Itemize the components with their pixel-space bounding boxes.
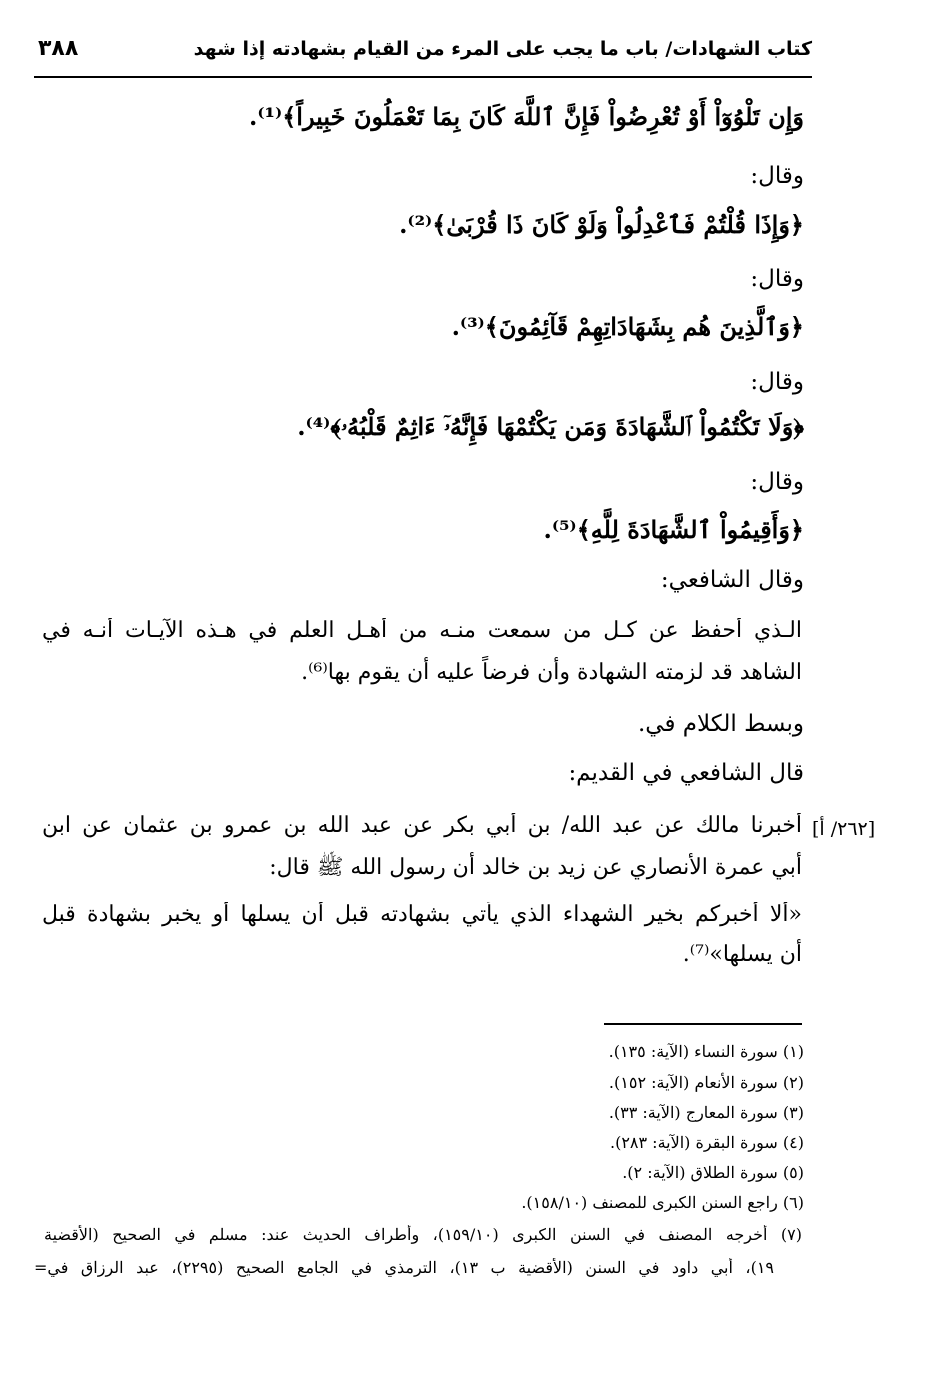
quran-verse-5: ﴿وَأَقِيمُواْ ٱلشَّهَادَةَ لِلَّهِ﴾⁽⁵⁾. (543, 515, 804, 544)
footnote-4: (٤) سورة البقرة (الآية: ٢٨٣). (609, 1133, 804, 1152)
quran-verse-1: وَإِن تَلْوُوٓاْ أَوْ تُعْرِضُواْ فَإِنَّ ٱللَّهَ كَانَ بِمَا تَعْمَلُونَ خَبِيراً﴾⁽¹⁾. (249, 102, 804, 131)
header-title: كتاب الشهادات/ باب ما يجب على المرء من القيام بشهادته إذا شهد (193, 38, 812, 60)
paragraph-1-line-1: الـذي أحفظ عن كـل من سمعت منـه من أهـل العلم في هـذه الآيـات أنـه في (42, 618, 802, 643)
qala-label-2: وقال: (750, 266, 804, 292)
shafii-said: وقال الشافعي: (660, 567, 804, 593)
footnote-6: (٦) راجع السنن الكبرى للمصنف (١٥٨/١٠). (521, 1193, 804, 1212)
quran-verse-3: ﴿وَٱلَّذِينَ هُم بِشَهَادَاتِهِمْ قَآئِمُونَ﴾⁽³⁾. (451, 312, 804, 341)
footnote-separator (604, 1023, 802, 1025)
footnote-3: (٣) سورة المعارج (الآية: ٣٣). (608, 1103, 804, 1122)
paragraph-1-line-2: الشاهد قد لزمته الشهادة وأن فرضاً عليه أن يقوم بها⁽⁶⁾. (301, 660, 802, 685)
qala-label-4: وقال: (750, 469, 804, 495)
paragraph-2-line-2: أبي عمرة الأنصاري عن زيد بن خالد أن رسول الله ﷺ قال: (269, 855, 802, 880)
footnote-7-line-1: (٧) أخرجه المصنف في السنن الكبرى (١٥٩/١٠)، وأطراف الحديث عند: مسلم في الصحيح (الأقضية (44, 1225, 802, 1244)
qala-label-3: وقال: (750, 369, 804, 395)
bast-line: وبسط الكلام في. (637, 711, 804, 737)
manuscript-folio-ref: [٢٦٢/ أ] (812, 818, 876, 840)
quran-verse-2: ﴿وَإِذَا قُلْتُمْ فَٱعْدِلُواْ وَلَوْ كَانَ ذَا قُرْبَىٰ﴾⁽²⁾. (399, 210, 804, 239)
paragraph-2-line-1: أخبرنا مالك عن عبد الله/ بن أبي بكر عن عبد الله بن عمرو بن عثمان عن ابن (42, 813, 802, 838)
footnote-1: (١) سورة النساء (الآية: ١٣٥). (608, 1042, 804, 1061)
hadith-line-2: أن يسلها»⁽⁷⁾. (682, 942, 802, 967)
hadith-line-1: «ألا أخبركم بخير الشهداء الذي يأتي بشهادته قبل أن يسلها أو يخبر بشهادة قبل (42, 902, 802, 927)
qala-label-1: وقال: (750, 163, 804, 189)
quran-verse-4: ﴿وَلَا تَكْتُمُواْ ٱلشَّهَادَةَ وَمَن يَكْتُمْهَا فَإِنَّهُۥٓ ءَاثِمٌ قَلْبُهُۥ﴾⁽⁴⁾. (297, 412, 804, 441)
running-header (34, 36, 812, 78)
footnote-2: (٢) سورة الأنعام (الآية: ١٥٢). (608, 1073, 804, 1092)
footnote-7-line-2: ١٩)، أبي داود في السنن (الأقضية ب ١٣)، الترمذي في الجامع الصحيح (٢٢٩٥)، عبد الرزاق في= (34, 1258, 774, 1277)
footnote-5: (٥) سورة الطلاق (الآية: ٢). (622, 1163, 804, 1182)
page-number: ٣٨٨ (38, 36, 79, 61)
qadim-line: قال الشافعي في القديم: (568, 760, 804, 786)
